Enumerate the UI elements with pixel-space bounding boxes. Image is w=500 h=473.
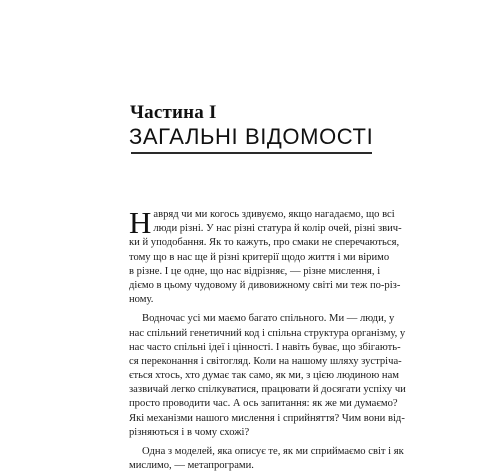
text-line: діємо в цьому чудовому й дивовижному світі ми теж по-різ-: [129, 279, 401, 291]
text-line: просто проводити час. А ось запитання: як же ми думаємо?: [129, 398, 398, 410]
text-line: мислимо, — метапрограми.: [129, 460, 254, 472]
text-line: Водночас усі ми маємо багато спільного. Ми — люди, у: [142, 313, 395, 325]
text-line: нас спільний генетичний код і спільна структура організму, у: [129, 327, 406, 339]
paragraph-1: [129, 205, 402, 240]
text-line: ному.: [129, 294, 154, 306]
text-line: тому що в нас ще й різні критерії щодо життя і ми віримо: [129, 251, 390, 263]
text-line: авряд чи ми когось здивуємо, якщо нагадаємо, що всі: [153, 209, 395, 220]
text-line: в різне. І це одне, що нас відрізняє, — різне мислення, і: [129, 265, 381, 277]
text-line: ється хтось, хто думає так само, як ми, з цією людиною нам: [129, 370, 399, 382]
text-line: зазвичай легко спілкуватися, працювати й досягати успіху чи: [129, 384, 406, 396]
text-line: люди різні. У нас різні статура й колір очей, різні звич-: [153, 223, 402, 235]
text-line: ся переконання і світогляд. Коли на нашому шляху зустріча-: [129, 355, 402, 367]
text-line: Які механізми нашого мислення і сприйняття? Чим вони від-: [129, 412, 405, 424]
text-line: нас часто спільні ідеї і цінності. І навіть буває, що збігають-: [129, 341, 401, 353]
text-line: ки й уподобання. Як то кажуть, про смаки не сперечаються,: [129, 237, 400, 249]
drop-cap-letter: Н: [129, 205, 152, 240]
part-heading: Частина I: [130, 102, 217, 123]
paragraph-3: [129, 445, 404, 473]
paragraph-2: [129, 312, 406, 440]
title-underline-rule: [131, 152, 372, 154]
chapter-title: ЗАГАЛЬНІ ВІДОМОСТІ: [129, 124, 374, 149]
text-line: Одна з моделей, яка описує те, як ми сприймаємо світ і як: [142, 446, 404, 457]
text-line: різняються і в чому схожі?: [129, 426, 250, 438]
body-text: [129, 205, 406, 473]
